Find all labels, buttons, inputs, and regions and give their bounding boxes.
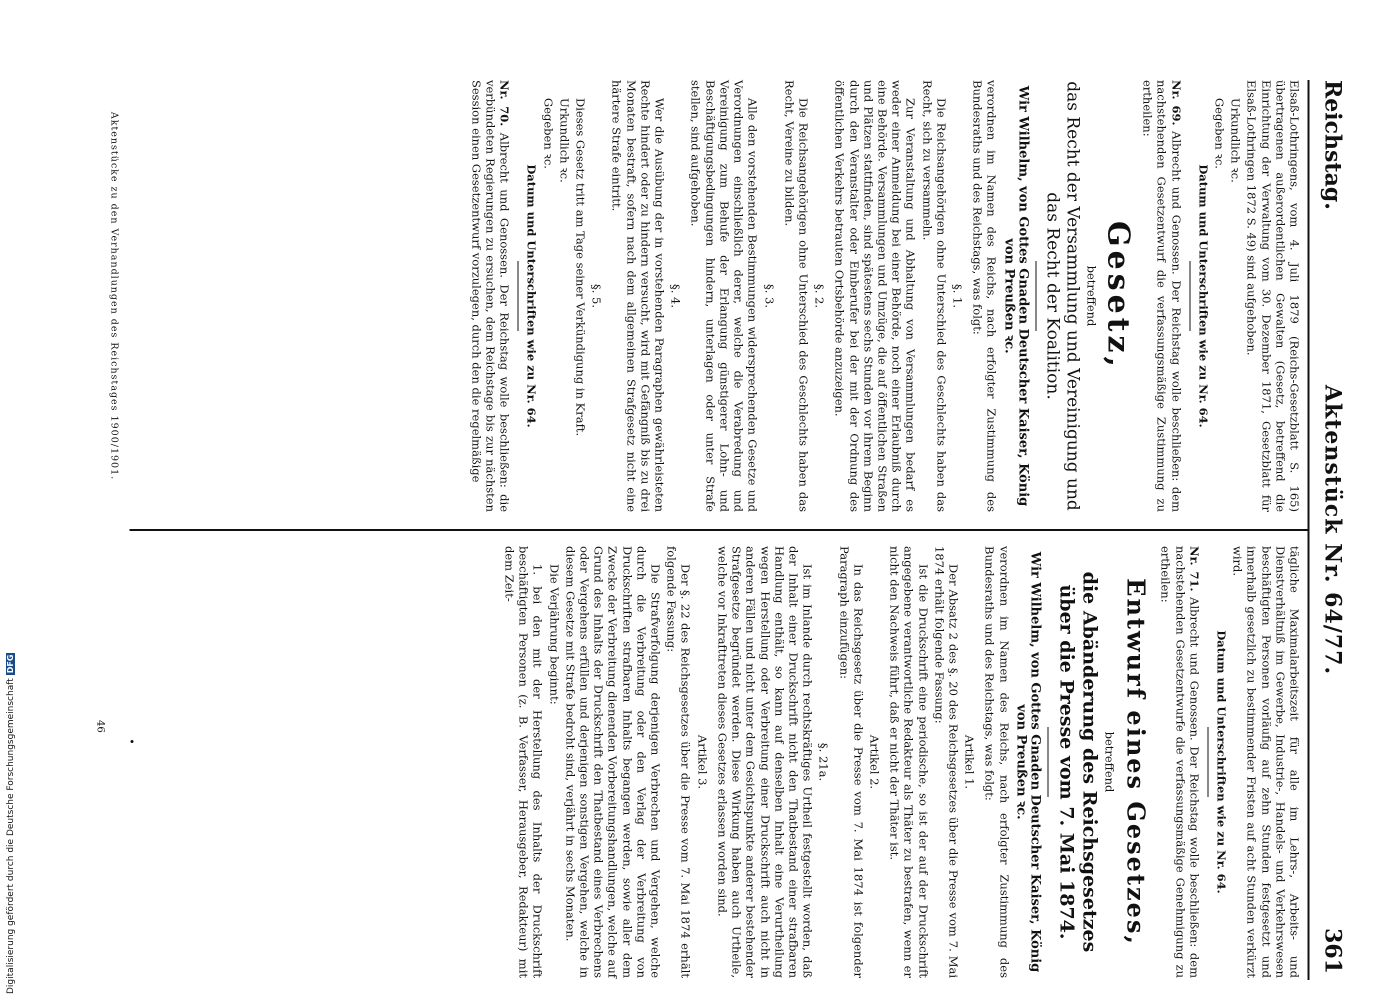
digitization-note — [6, 653, 16, 994]
nr71-label: Nr. 71. — [1186, 546, 1201, 592]
law-subject: das Recht der Versammlung und Vereinigung und das Recht der Koalition. — [1041, 81, 1082, 511]
nr69-entry — [1140, 80, 1183, 512]
gegeben-2: Gegeben ꝛc. — [540, 98, 555, 169]
paragraph-2: §. 2. — [812, 283, 827, 309]
nr71-text: Albrecht und Genossen. Der Reichstag wolle beschließen: dem nachstehenden Gesetzentwurfe die verfassungsmäßige Genehmigung zu ertheilen: — [1158, 546, 1201, 978]
nr70-label: Nr. 70. — [497, 80, 512, 127]
datum-line: Datum und Unterschriften wie zu Nr. 64. — [1195, 164, 1210, 428]
digitization-text: Digitalisierung gefördert durch die Deutsche Forschungsgemeinschaft — [6, 678, 16, 994]
urkundlich-2: Urkundlich ꝛc. — [556, 98, 571, 183]
paragraph-21a: §. 21a. — [816, 742, 831, 782]
separator — [1189, 261, 1190, 331]
intro-text: Elsaß-Lothringens, vom 4. Juli 1879 (Reichs-Gesetzblatt S. 165) übertragenen außerordentlichen Gewalten (Gesetz, betreffend die Einrichtung der Verwaltung vom 30. Dezember 1871, Gesetzblatt für Elsaß-Lothringen 1872 S. 49) sind aufgehoben. — [1244, 80, 1301, 512]
separator — [1035, 261, 1036, 331]
a1-text-1: Der Absatz 2 des §. 20 des Reichsgesetzes über die Presse vom 7. Mai 1874 erhält folgende Fassung: — [931, 546, 960, 978]
p3-text: Alle den vorstehenden Bestimmungen widersprechenden Gesetze und Verordnungen einschließlich derer, welche die Verabredung und Vereinigung zum Behufe der Erlangung günstigerer Lohn- und Beschäftigungsbedingungen hindern, unterlagen oder unter Strafe stellen, sind aufgehoben. — [688, 80, 760, 512]
right-column — [500, 546, 1301, 978]
artikel-1: Artikel 1. — [962, 734, 977, 790]
draft-subject: die Abänderung des Reichsgesetzes über die Presse vom 7. Mai 1874. — [1054, 571, 1100, 953]
betreffend-right: betreffend — [1102, 731, 1117, 793]
datum-line-2: Datum und Unterschriften wie zu Nr. 64. — [524, 164, 539, 428]
p1-text-1: Die Reichsangehörigen ohne Unterschied des Geschlechts haben das Recht, sich zu versammeln. — [919, 80, 948, 512]
a3-text-1: Der §. 22 des Reichsgesetzes über die Presse vom 7. Mai 1874 erhält folgende Fassung: — [664, 546, 693, 978]
nr69-label: Nr. 69. — [1168, 80, 1183, 126]
separator — [1047, 727, 1048, 797]
nr69-text: Albrecht und Genossen. Der Reichstag wolle beschließen: dem nachstehenden Gesetzentwurf die verfassungsmäßige Zustimmung zu ertheilen: — [1140, 80, 1183, 512]
gegeben: Gegeben ꝛc. — [1211, 98, 1226, 169]
urkundlich: Urkundlich ꝛc. — [1228, 98, 1243, 183]
header-left: Reichstag. — [1319, 80, 1345, 210]
betreffend: betreffend — [1083, 265, 1098, 327]
page-header — [1307, 80, 1353, 980]
a2-text: In das Reichsgesetz über die Presse vom 7. Mai 1874 ist folgender Paragraph einzufügen: — [836, 546, 865, 978]
signature-mark: 46 — [94, 720, 105, 733]
artikel-3: Artikel 3. — [694, 734, 709, 790]
law-title: Gesetz, — [1099, 220, 1135, 372]
left-column — [467, 80, 1301, 512]
paragraph-5: §. 5. — [589, 283, 604, 309]
datum-line-right: Datum und Unterschriften wie zu Nr. 64. — [1213, 630, 1228, 894]
a3-text-4: 1. bei den mit der Herstellung des Inhalts der Druckschrift beschäftigten Personen (z. B. Verfasser, Herausgeber, Redakteur) mit dem Zeit- — [502, 546, 545, 978]
nr71-entry — [1158, 546, 1201, 978]
header-page-number: 361 — [1319, 928, 1345, 974]
page-footer: Aktenstücke zu den Verhandlungen des Reichstages 1900/1901. — [108, 111, 119, 481]
nr70-entry — [469, 80, 512, 512]
p5-text: Dieses Gesetz tritt am Tage seiner Verkündigung in Kraft. — [573, 98, 588, 437]
p4-text: Wer die Ausübung der in vorstehenden Paragraphen gewährleisteten Rechte hindert oder zu hindern versucht, wird mit Gefängniß bis zu drei Monaten bestraft, sofern nach dem allgemeinen Strafgesetz nicht eine härtere Strafe eintritt. — [609, 80, 667, 512]
p21a-text: Ist im Inlande durch rechtskräftiges Urtheil festgestellt worden, daß der Inhalt einer Druckschrift nicht den Thatbestand einer strafbaren Handlung enthält, so kann auf denselben Inhalt eine Verurtheilung wegen Herstellung oder Verbreitung einer Druckschrift auch nicht in anderen Fällen und nicht unter dem Gesichtspunkte anderer bestehender Strafgesetze begründet werden. Diese Wirkung haben auch Urtheile, welche vor Inkrafttreten dieses Gesetzes erlassen worden sind. — [714, 546, 815, 978]
verordnen: verordnen im Namen des Reichs, nach erfolgter Zustimmung des Bundesraths und des Reichstags, was folgt: — [970, 80, 999, 512]
header-center: Aktenstück Nr. 64/77. — [1319, 384, 1345, 676]
a1-text-2: Ist die Druckschrift eine periodische, so ist der auf der Druckschrift angegebene verantwortliche Redakteur als Thäter zu bestrafen, wenn er nicht den Nachweis führt, daß er nicht der Thäter ist. — [887, 546, 930, 978]
intro-text-right: tägliche Maximalarbeitszeit für alle im Lehrs-, Arbeits- und Dienstverhältniß im Gewerbe, Industrie-, Handels- und Verkehrswesen beschäftigten Personen vorläufig auf zehn Stunden festgesetzt und innerhalb gesetzlich zu bestimmender Fristen auf acht Stunden verkürzt wird. — [1230, 546, 1301, 978]
paragraph-3: §. 3. — [761, 283, 776, 309]
separator — [1207, 727, 1208, 797]
speck — [130, 740, 133, 743]
nr70-text: Albrecht und Genossen. Der Reichstag wolle beschließen: die verbündeten Regierungen zu ersuchen, dem Reichstage bis zur nächsten Session einen Gesetzentwurf vorzulegen, durch den die regelmäßige — [468, 80, 512, 513]
draft-title: Entwurf eines Gesetzes, — [1121, 578, 1151, 946]
dfg-logo: DFG — [6, 654, 15, 674]
paragraph-4: §. 4. — [668, 283, 683, 309]
a3-text-3: Die Verjährung beginnt: — [546, 564, 561, 705]
page-sheet — [63, 80, 1353, 980]
separator — [517, 261, 518, 331]
paragraph-1: §. 1. — [949, 283, 964, 309]
verordnen-right: verordnen im Namen des Reichs, nach erfolgter Zustimmung des Bundesraths und des Reichstags, was folgt: — [982, 546, 1011, 978]
p2-text: Die Reichsangehörigen ohne Unterschied des Geschlechts haben das Recht, Vereine zu bilden. — [781, 80, 810, 512]
artikel-2: Artikel 2. — [866, 734, 881, 790]
column-divider — [129, 529, 1309, 531]
a3-text-2: Die Strafverfolgung derjenigen Verbrechen und Vergehen, welche durch die Verbreitung oder den Verlag der Verbreitung von Druckschriften strafbaren Inhalts begangen werden, sowie aller dem Zwecke der Verbreitung dienenden Vorbereitungshandlungen, welche auf Grund des Inhalts der Druckschrift den Thatbestand eines Verbrechens oder Vergehens erfüllen und derjenigen sonstigen Vergehen, welche in diesem Gesetze mit Strafe bedroht sind, verjährt in sechs Monaten. — [562, 546, 663, 978]
wir-wilhelm-right: Wir Wilhelm, von Gottes Gnaden Deutscher Kaiser, König von Preußen ꝛc. — [1012, 551, 1042, 973]
wir-wilhelm: Wir Wilhelm, von Gottes Gnaden Deutscher Kaiser, König von Preußen ꝛc. — [1000, 85, 1030, 507]
p1-text-2: Zur Veranstaltung und Abhaltung von Versammlungen bedarf es weder einer Anmeldung bei einer Behörde, noch einer Erlaubniß durch eine Behörde. Versammlungen und Umzüge, die auf öffentlichen Straßen und Plätzen stattfinden, sind spätestens sechs Stunden vor ihrem Beginn durch den Veranstalter oder Einberufer bei der mit der Ordnung des öffentlichen Verkehrs betrauten Ortsbehörde anzuzeigen. — [832, 80, 918, 512]
